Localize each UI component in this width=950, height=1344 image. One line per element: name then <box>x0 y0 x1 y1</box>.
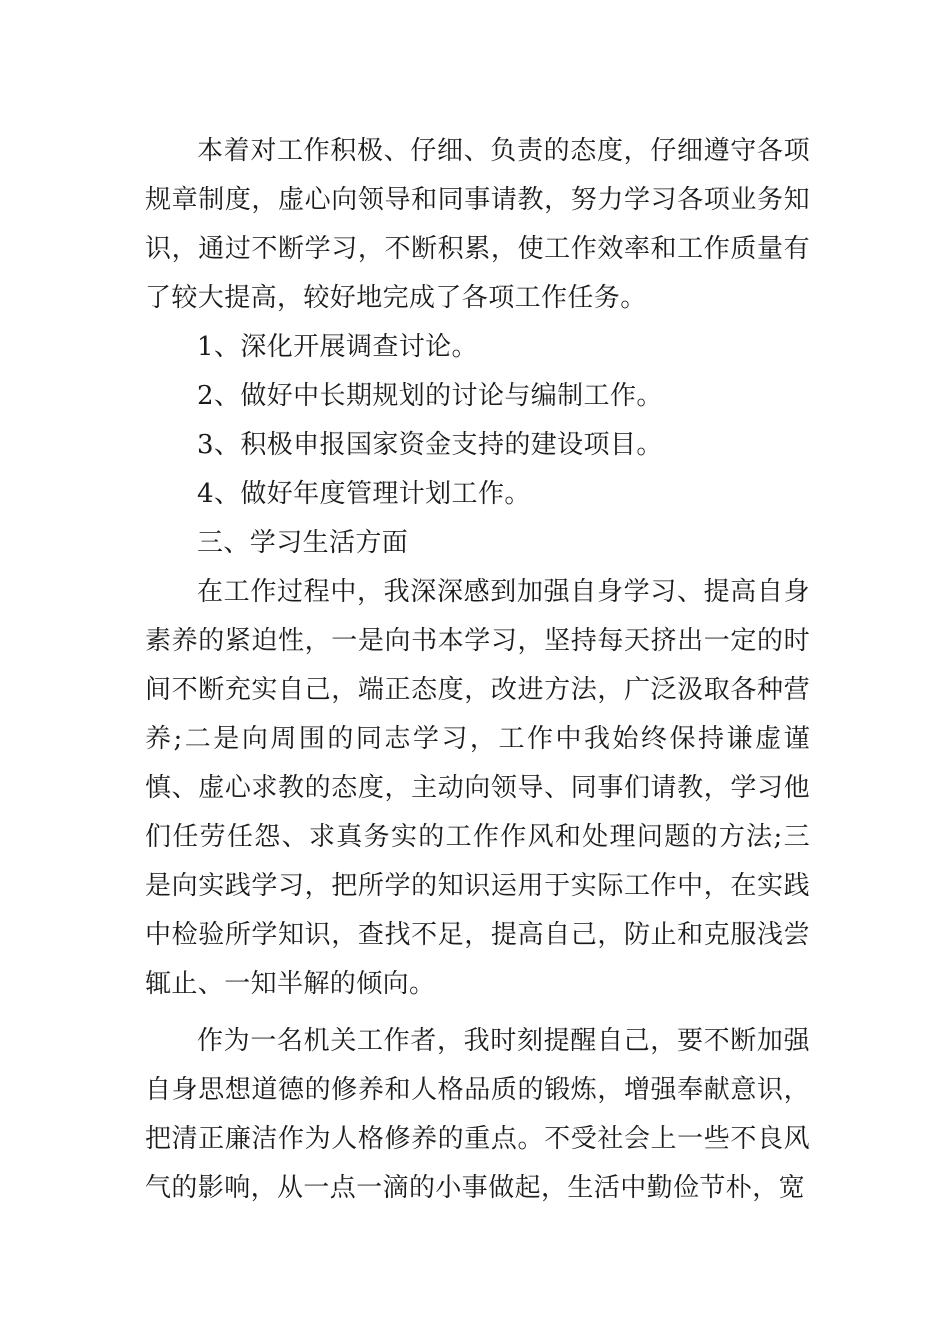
paragraph-self-discipline: 作为一名机关工作者，我时刻提醒自己，要不断加强自身思想道德的修养和人格品质的锻炼，增强奉献意识，把清正廉洁作为人格修养的重点。不受社会上一些不良风气的影响，从一点一滴的小事做起，生活中勤俭节朴，宽 <box>145 1026 810 1203</box>
section-heading-study-life: 三、学习生活方面 <box>197 528 409 558</box>
list-item-4: 4、做好年度管理计划工作。 <box>197 479 531 509</box>
list-item-3: 3、积极申报国家资金支持的建设项目。 <box>197 430 663 460</box>
paragraph-work-attitude: 本着对工作积极、仔细、负责的态度，仔细遵守各项规章制度，虚心向领导和同事请教，努力学习各项业务知识，通过不断学习，不断积累，使工作效率和工作质量有了较大提高，较好地完成了各项工作任务。 <box>145 136 810 313</box>
document-body <box>145 127 810 1213</box>
list-item-2: 2、做好中长期规划的讨论与编制工作。 <box>197 381 663 411</box>
paragraph-study: 在工作过程中，我深深感到加强自身学习、提高自身素养的紧迫性，一是向书本学习，坚持每天挤出一定的时间不断充实自己，端正态度，改进方法，广泛汲取各种营养;二是向周围的同志学习，工作中我始终保持谦虚谨慎、虚心求教的态度，主动向领导、同事们请教，学习他们任劳任怨、求真务实的工作作风和处理问题的方法;三是向实践学习，把所学的知识运用于实际工作中，在实践中检验所学知识，查找不足，提高自己，防止和克服浅尝辄止、一知半解的倾向。 <box>145 577 810 999</box>
list-item-1: 1、深化开展调查讨论。 <box>197 332 478 362</box>
